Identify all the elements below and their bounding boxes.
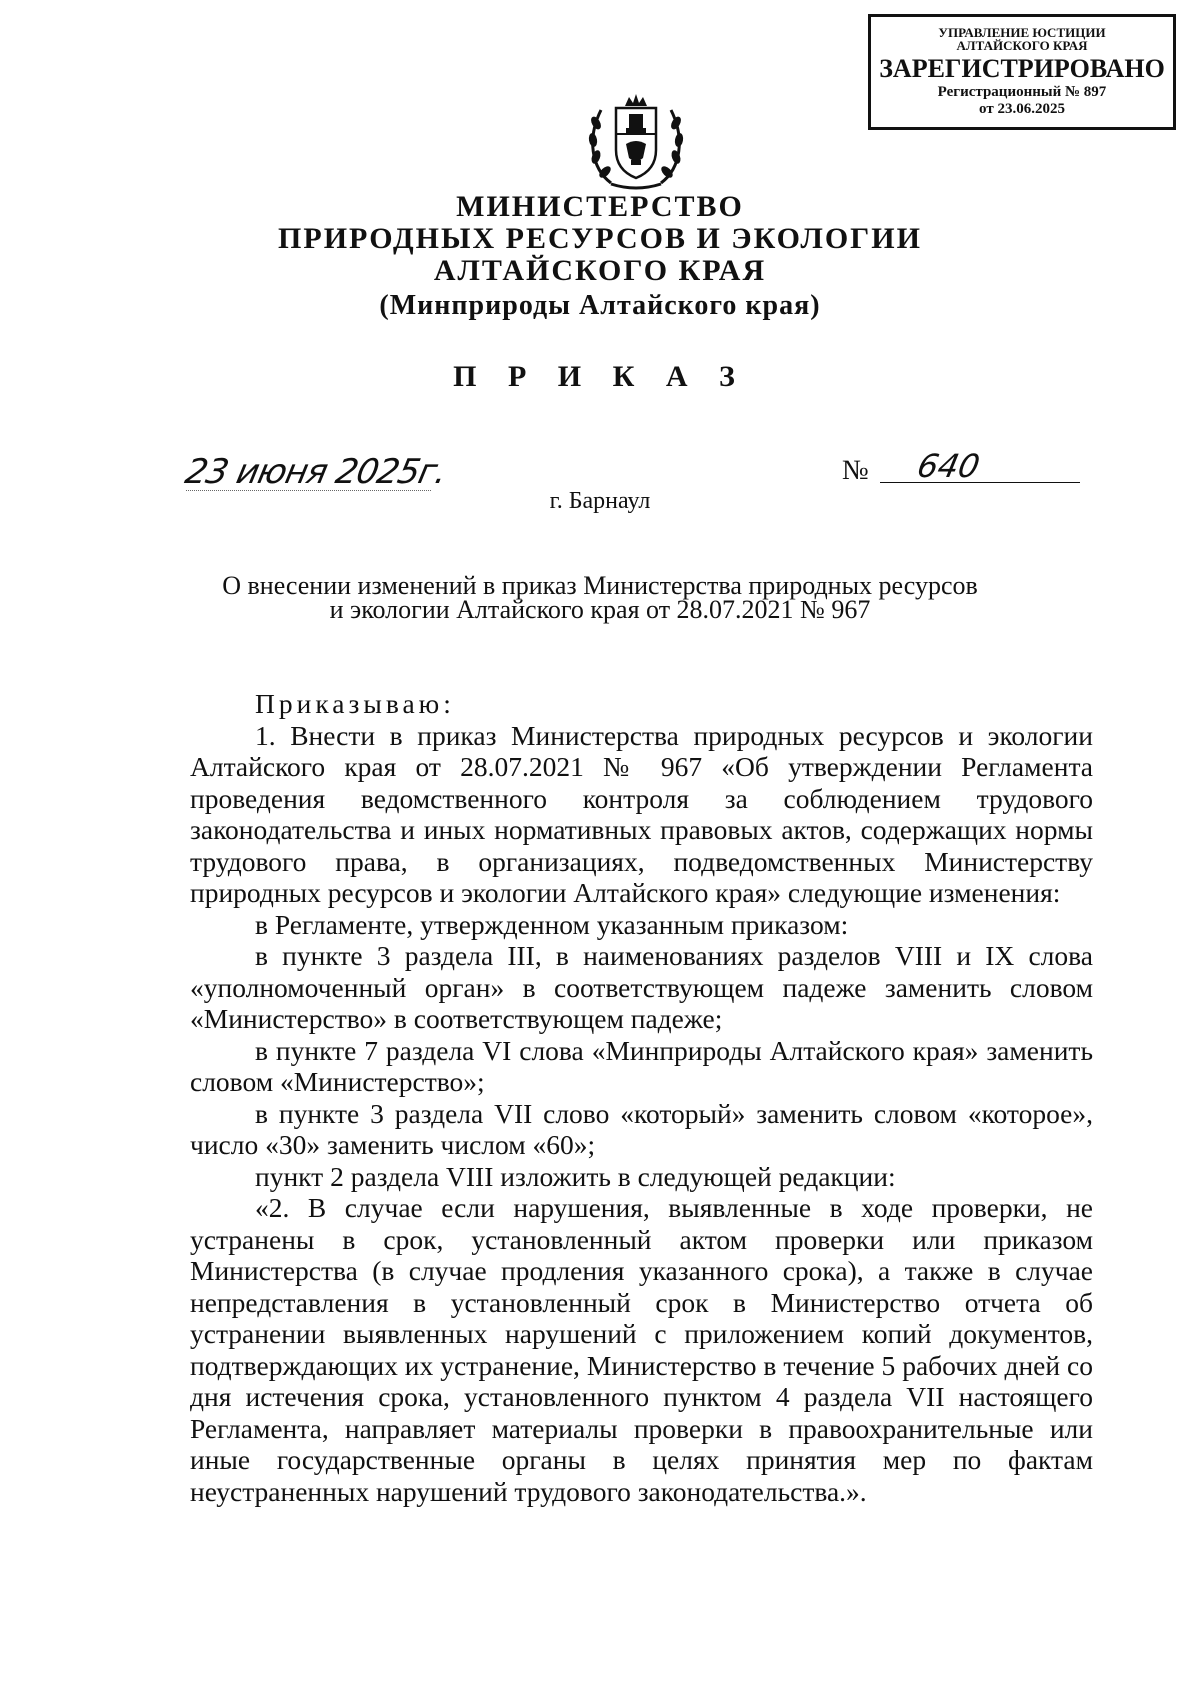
document-subject bbox=[180, 571, 1020, 624]
number-label: № bbox=[842, 455, 869, 486]
body-paragraph-3: в пункте 3 раздела III, в наименованиях разделов VIII и IX слова «уполномоченный орган» в соответствующем падеже заменить словом «Министерство» в соответствующем падеже; bbox=[190, 940, 1093, 1034]
stamp-reg-date: от 23.06.2025 bbox=[979, 101, 1065, 117]
ministry-name-line3: АЛТАЙСКОГО КРАЯ bbox=[433, 254, 767, 287]
registration-stamp bbox=[868, 14, 1176, 130]
body-paragraph-1: 1. Внести в приказ Министерства природных ресурсов и экологии Алтайского края от 28.07.2021 № 967 «Об утверждении Регламента проведения ведомственного контроля за соблюдением трудового законодательства и иных нормативных правовых актов, содержащих нормы трудового права, в организациях, подведомственных Министерству природных ресурсов и экологии Алтайского края» следующие изменения: bbox=[190, 719, 1093, 908]
coat-of-arms-icon bbox=[581, 88, 691, 198]
subject-line2: и экологии Алтайского края от 28.07.2021 № 967 bbox=[329, 595, 871, 624]
ministry-name-line1: МИНИСТЕРСТВО bbox=[456, 190, 744, 223]
city-name: г. Барнаул bbox=[549, 488, 651, 514]
ministry-name-line2: ПРИРОДНЫХ РЕСУРСОВ И ЭКОЛОГИИ bbox=[278, 222, 922, 255]
handwritten-number: 640 bbox=[913, 447, 984, 485]
stamp-org-line2: АЛТАЙСКОГО КРАЯ bbox=[956, 38, 1088, 53]
stamp-org-line1: УПРАВЛЕНИЕ ЮСТИЦИИ bbox=[938, 25, 1106, 40]
body-paragraph-7: «2. В случае если нарушения, выявленные в ходе проверки, не устранены в срок, установленный актом проверки или приказом Министерства (в случае продления указанного срока), а также в случае непредставления в установленный срок в Министерство отчета об устранении выявленных нарушений с приложением копий документов, подтверждающих их устранение, Министерство в течение 5 рабочих дней со дня истечения срока, установленного пунктом 4 раздела VII настоящего Регламента, направляет материалы проверки в правоохранительные или иные государственные органы в целях принятия мер по фактам неустраненных нарушений трудового законодательства.». bbox=[190, 1192, 1093, 1507]
body-paragraph-5: в пункте 3 раздела VII слово «который» заменить словом «которое», число «30» заменить числом «60»; bbox=[190, 1097, 1093, 1160]
document-body bbox=[190, 688, 1093, 1507]
body-paragraph-6: пункт 2 раздела VIII изложить в следующей редакции: bbox=[255, 1160, 896, 1192]
document-type-title: П Р И К А З bbox=[453, 360, 747, 393]
body-paragraph-2: в Регламенте, утвержденном указанным приказом: bbox=[255, 908, 849, 940]
ministry-short-name: (Минприроды Алтайского края) bbox=[379, 290, 821, 321]
stamp-reg-number: Регистрационный № 897 bbox=[937, 84, 1107, 100]
stamp-status: ЗАРЕГИСТРИРОВАНО bbox=[879, 54, 1165, 83]
handwritten-date: 23 июня 2025г. bbox=[181, 452, 450, 492]
body-paragraph-4: в пункте 7 раздела VI слова «Минприроды Алтайского края» заменить словом «Министерство»; bbox=[190, 1034, 1093, 1097]
order-preamble: Приказываю: bbox=[255, 688, 455, 719]
number-underline bbox=[880, 482, 1080, 483]
subject-line1: О внесении изменений в приказ Министерства природных ресурсов bbox=[222, 571, 978, 600]
